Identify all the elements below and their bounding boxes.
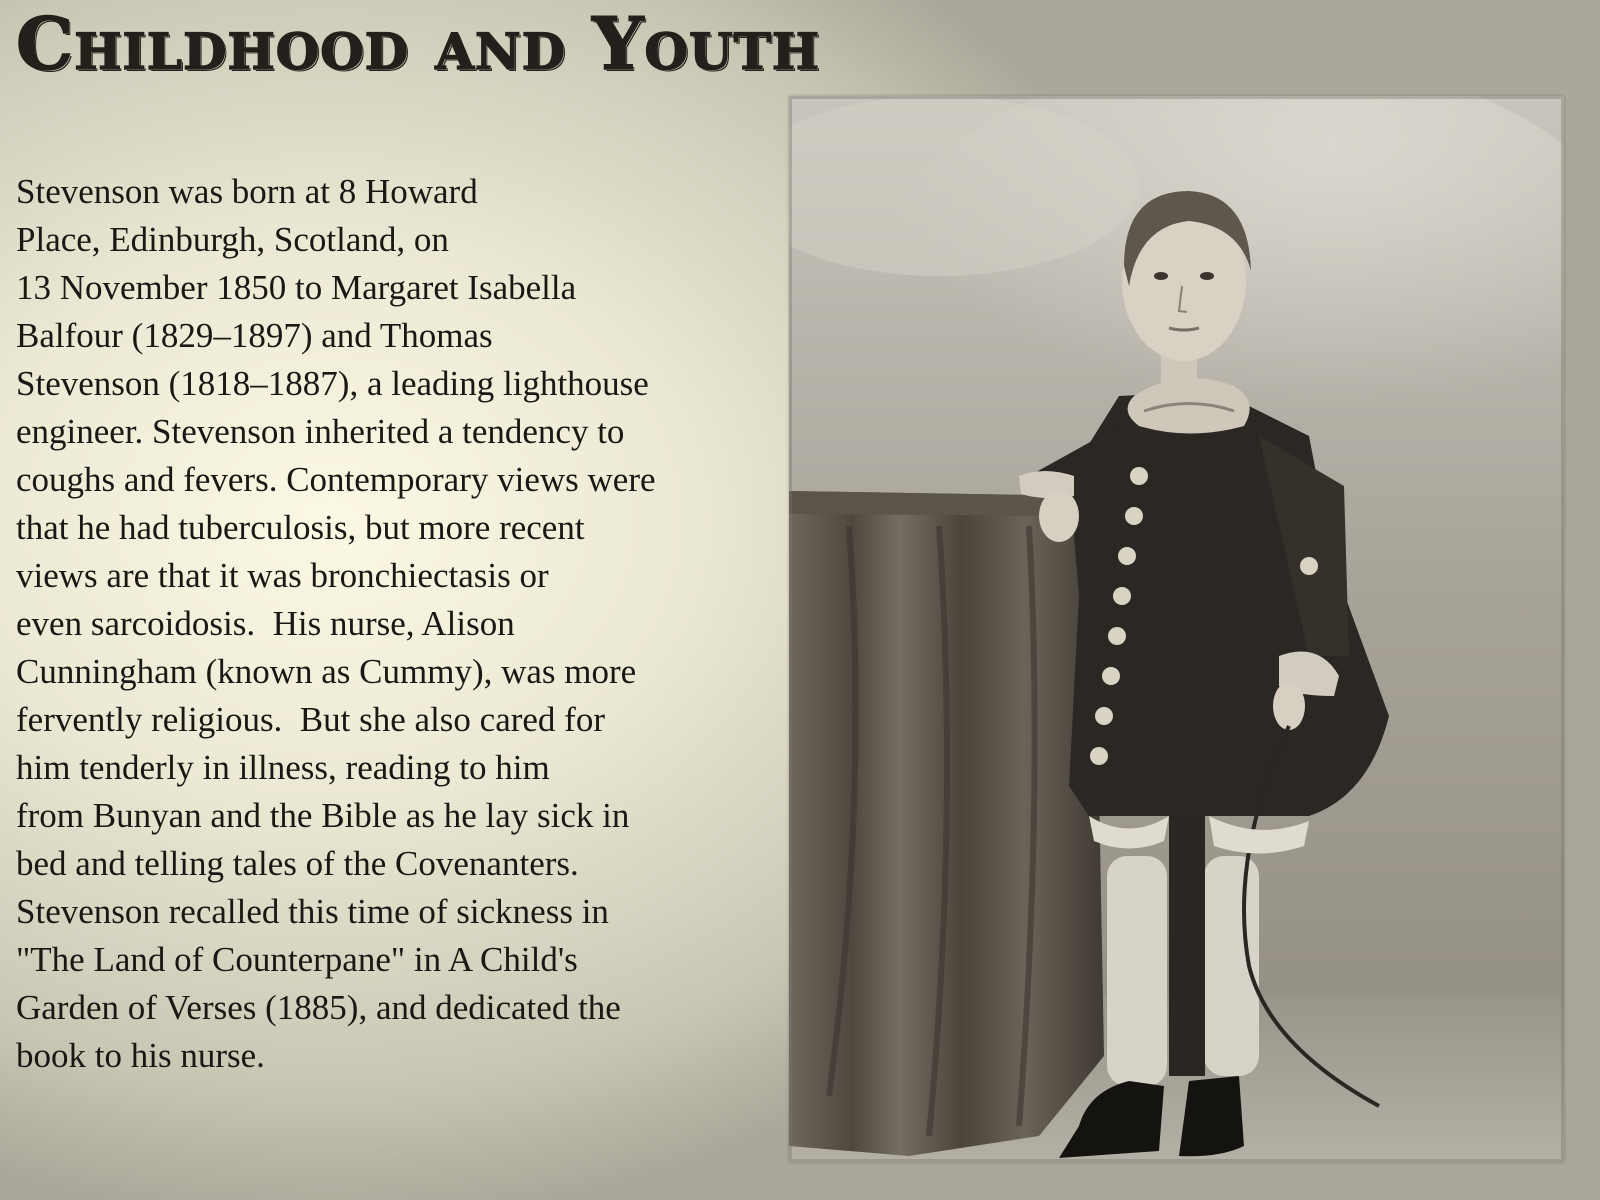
body-text-line: from Bunyan and the Bible as he lay sick in xyxy=(16,796,630,835)
body-text-line: that he had tuberculosis, but more recent xyxy=(16,508,585,547)
body-text-line: book to his nurse. xyxy=(16,1036,265,1075)
portrait-photo xyxy=(789,96,1564,1162)
body-text-line: Cunningham (known as Cummy), was more xyxy=(16,652,637,691)
body-text-line: 13 November 1850 to Margaret Isabella xyxy=(16,268,577,307)
body-text-line: him tenderly in illness, reading to him xyxy=(16,748,550,787)
body-text-line: even sarcoidosis. His nurse, Alison xyxy=(16,604,515,643)
body-text-line: Place, Edinburgh, Scotland, on xyxy=(16,220,449,259)
body-text-line: "The Land of Counterpane" in A Child's xyxy=(16,940,578,979)
body-text-line: Balfour (1829–1897) and Thomas xyxy=(16,316,493,355)
body-text-line: bed and telling tales of the Covenanters. xyxy=(16,844,579,883)
body-text-line: Stevenson (1818–1887), a leading lighthouse xyxy=(16,364,649,403)
body-text-line: views are that it was bronchiectasis or xyxy=(16,556,549,595)
body-text-line: coughs and fevers. Contemporary views were xyxy=(16,460,656,499)
body-text-line: engineer. Stevenson inherited a tendency to xyxy=(16,412,625,451)
body-text-line: Garden of Verses (1885), and dedicated the xyxy=(16,988,621,1027)
body-text-line: Stevenson was born at 8 Howard xyxy=(16,172,478,211)
portrait-photo-icon xyxy=(789,96,1564,1162)
slide-title: Childhood and Youth xyxy=(16,1,821,86)
body-text-line: Stevenson recalled this time of sickness in xyxy=(16,892,609,931)
slide-body-text xyxy=(16,168,756,1080)
body-text-line: fervently religious. But she also cared for xyxy=(16,700,605,739)
